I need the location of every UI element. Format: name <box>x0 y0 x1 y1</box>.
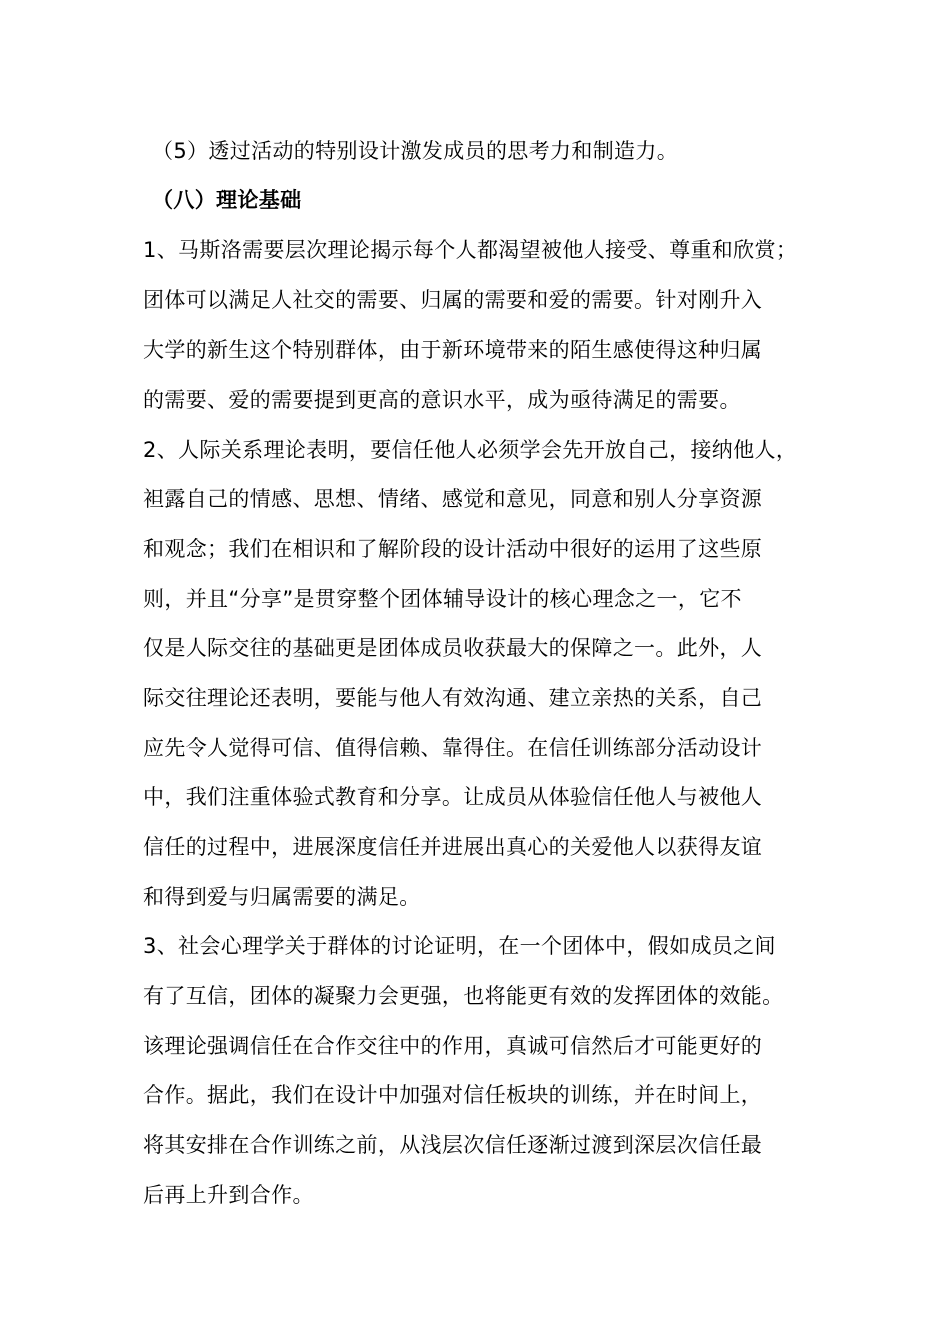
paragraph-line: 仅是人际交往的基础更是团体成员收获最大的保障之一。此外，人 <box>143 636 763 660</box>
paragraph-line: 则，并且“分享”是贯穿整个团体辅导设计的核心理念之一，它不 <box>143 587 742 611</box>
paragraph-line: 3、社会心理学关于群体的讨论证明，在一个团体中，假如成员之间 <box>143 934 776 958</box>
paragraph-line: 的需要、爱的需要提到更高的意识水平，成为亟待满足的需要。 <box>143 388 741 412</box>
paragraph-line: 合作。据此，我们在设计中加强对信任板块的训练，并在时间上， <box>143 1083 763 1107</box>
paragraph-line: 后再上升到合作。 <box>143 1183 314 1207</box>
paragraph-line: 际交往理论还表明，要能与他人有效沟通、建立亲热的关系，自己 <box>143 686 763 710</box>
paragraph-line: 袒露自己的情感、思想、情绪、感觉和意见，同意和别人分享资源 <box>143 487 763 511</box>
paragraph-line: 团体可以满足人社交的需要、归属的需要和爱的需要。针对刚升入 <box>143 288 763 312</box>
paragraph-line: 大学的新生这个特别群体，由于新环境带来的陌生感使得这种归属 <box>143 338 763 362</box>
section-heading: （八）理论基础 <box>152 188 302 212</box>
paragraph-line: 和得到爱与归属需要的满足。 <box>143 885 421 909</box>
paragraph-line: 该理论强调信任在合作交往中的作用，真诚可信然后才可能更好的 <box>143 1034 763 1058</box>
paragraph-line: 中，我们注重体验式教育和分享。让成员从体验信任他人与被他人 <box>143 785 763 809</box>
paragraph-line: 将其安排在合作训练之前，从浅层次信任逐渐过渡到深层次信任最 <box>143 1133 763 1157</box>
paragraph-line: 应先令人觉得可信、值得信赖、靠得住。在信任训练部分活动设计 <box>143 736 763 760</box>
paragraph-line: 1、马斯洛需要层次理论揭示每个人都渴望被他人接受、尊重和欣赏； <box>143 238 798 262</box>
paragraph-line: 2、人际关系理论表明，要信任他人必须学会先开放自己，接纳他人， <box>143 438 798 462</box>
list-item-5: （5）透过活动的特别设计激发成员的思考力和制造力。 <box>152 139 679 163</box>
paragraph-line: 有了互信，团体的凝聚力会更强，也将能更有效的发挥团体的效能。 <box>143 984 784 1008</box>
paragraph-line: 信任的过程中，进展深度信任并进展出真心的关爱他人以获得友谊 <box>143 835 763 859</box>
paragraph-line: 和观念；我们在相识和了解阶段的设计活动中很好的运用了这些原 <box>143 537 763 561</box>
